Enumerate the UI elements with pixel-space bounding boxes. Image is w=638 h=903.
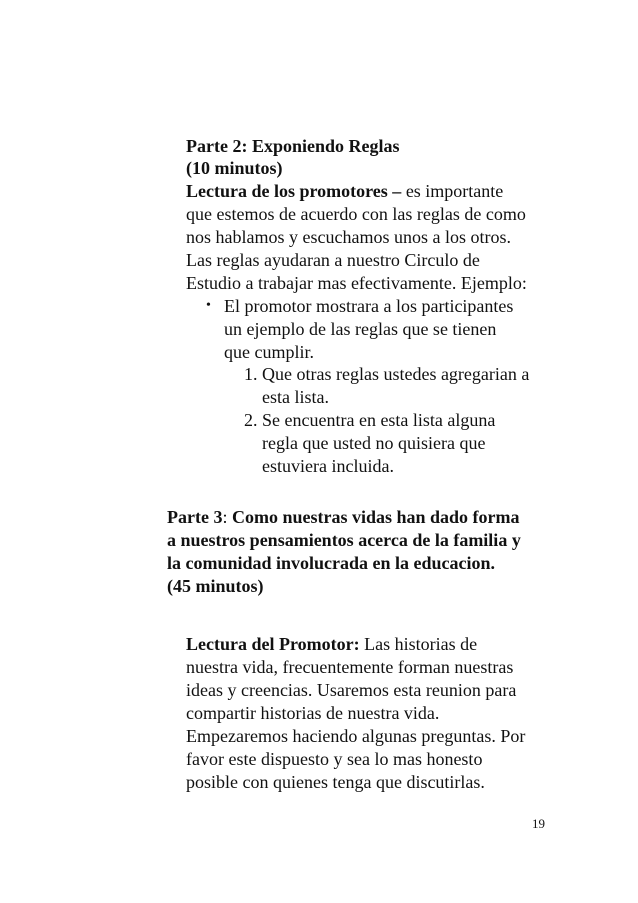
- numbered-item-2-number: 2.: [244, 410, 258, 430]
- bullet-item-line-3: que cumplir.: [224, 342, 314, 362]
- numbered-item-2-line-1: Se encuentra en esta lista alguna: [262, 410, 496, 430]
- numbered-item-1-number: 1.: [244, 364, 258, 384]
- part3-paragraph-line-3: ideas y creencias. Usaremos esta reunion para: [186, 680, 517, 700]
- part3-reading-label: Lectura del Promotor:: [186, 634, 360, 654]
- part3-colon: :: [222, 507, 232, 527]
- part2-reading-label: Lectura de los promotores –: [186, 181, 402, 201]
- part2-title: Parte 2: Exponiendo Reglas: [186, 136, 400, 156]
- bullet-icon: •: [206, 298, 211, 313]
- part3-title-text-1: Como nuestras vidas han dado forma: [231, 507, 520, 527]
- part3-label: Parte 3: [167, 507, 223, 527]
- part3-paragraph-line-6: favor este dispuesto y sea lo mas honesto: [186, 749, 483, 769]
- part3-paragraph-line-2: nuestra vida, frecuentemente forman nuestras: [186, 657, 514, 677]
- part2-paragraph-line-4: Las reglas ayudaran a nuestro Circulo de: [186, 250, 480, 270]
- part2-paragraph-line-5: Estudio a trabajar mas efectivamente. Ejemplo:: [186, 273, 527, 293]
- page-number: 19: [532, 816, 545, 831]
- part3-paragraph-text-1: Las historias de: [359, 634, 478, 654]
- part2-duration: (10 minutos): [186, 158, 283, 178]
- part3-paragraph-line-1: [186, 633, 477, 655]
- numbered-item-1-line-1: Que otras reglas ustedes agregarian a: [262, 364, 530, 384]
- part3-heading-line-3: la comunidad involucrada en la educacion.: [167, 553, 496, 573]
- part2-paragraph-text-1: es importante: [401, 181, 504, 201]
- part3-paragraph-line-4: compartir historias de nuestra vida.: [186, 703, 440, 723]
- part3-heading-line-1: [167, 506, 520, 528]
- part3-paragraph-line-5: Empezaremos haciendo algunas preguntas. Por: [186, 726, 526, 746]
- part2-paragraph-line-1: [186, 180, 503, 202]
- numbered-item-2-line-3: estuviera incluida.: [262, 456, 394, 476]
- numbered-item-1-line-2: esta lista.: [262, 387, 329, 407]
- bullet-item-line-1: El promotor mostrara a los participantes: [224, 296, 514, 316]
- part2-paragraph-line-3: nos hablamos y escuchamos unos a los otros.: [186, 227, 511, 247]
- part3-heading-line-2: a nuestros pensamientos acerca de la familia y: [167, 530, 521, 550]
- part2-paragraph-line-2: que estemos de acuerdo con las reglas de como: [186, 204, 526, 224]
- part3-paragraph-line-7: posible con quienes tenga que discutirlas.: [186, 772, 485, 792]
- part3-duration: (45 minutos): [167, 576, 264, 596]
- bullet-item-line-2: un ejemplo de las reglas que se tienen: [224, 319, 497, 339]
- numbered-item-2-line-2: regla que usted no quisiera que: [262, 433, 486, 453]
